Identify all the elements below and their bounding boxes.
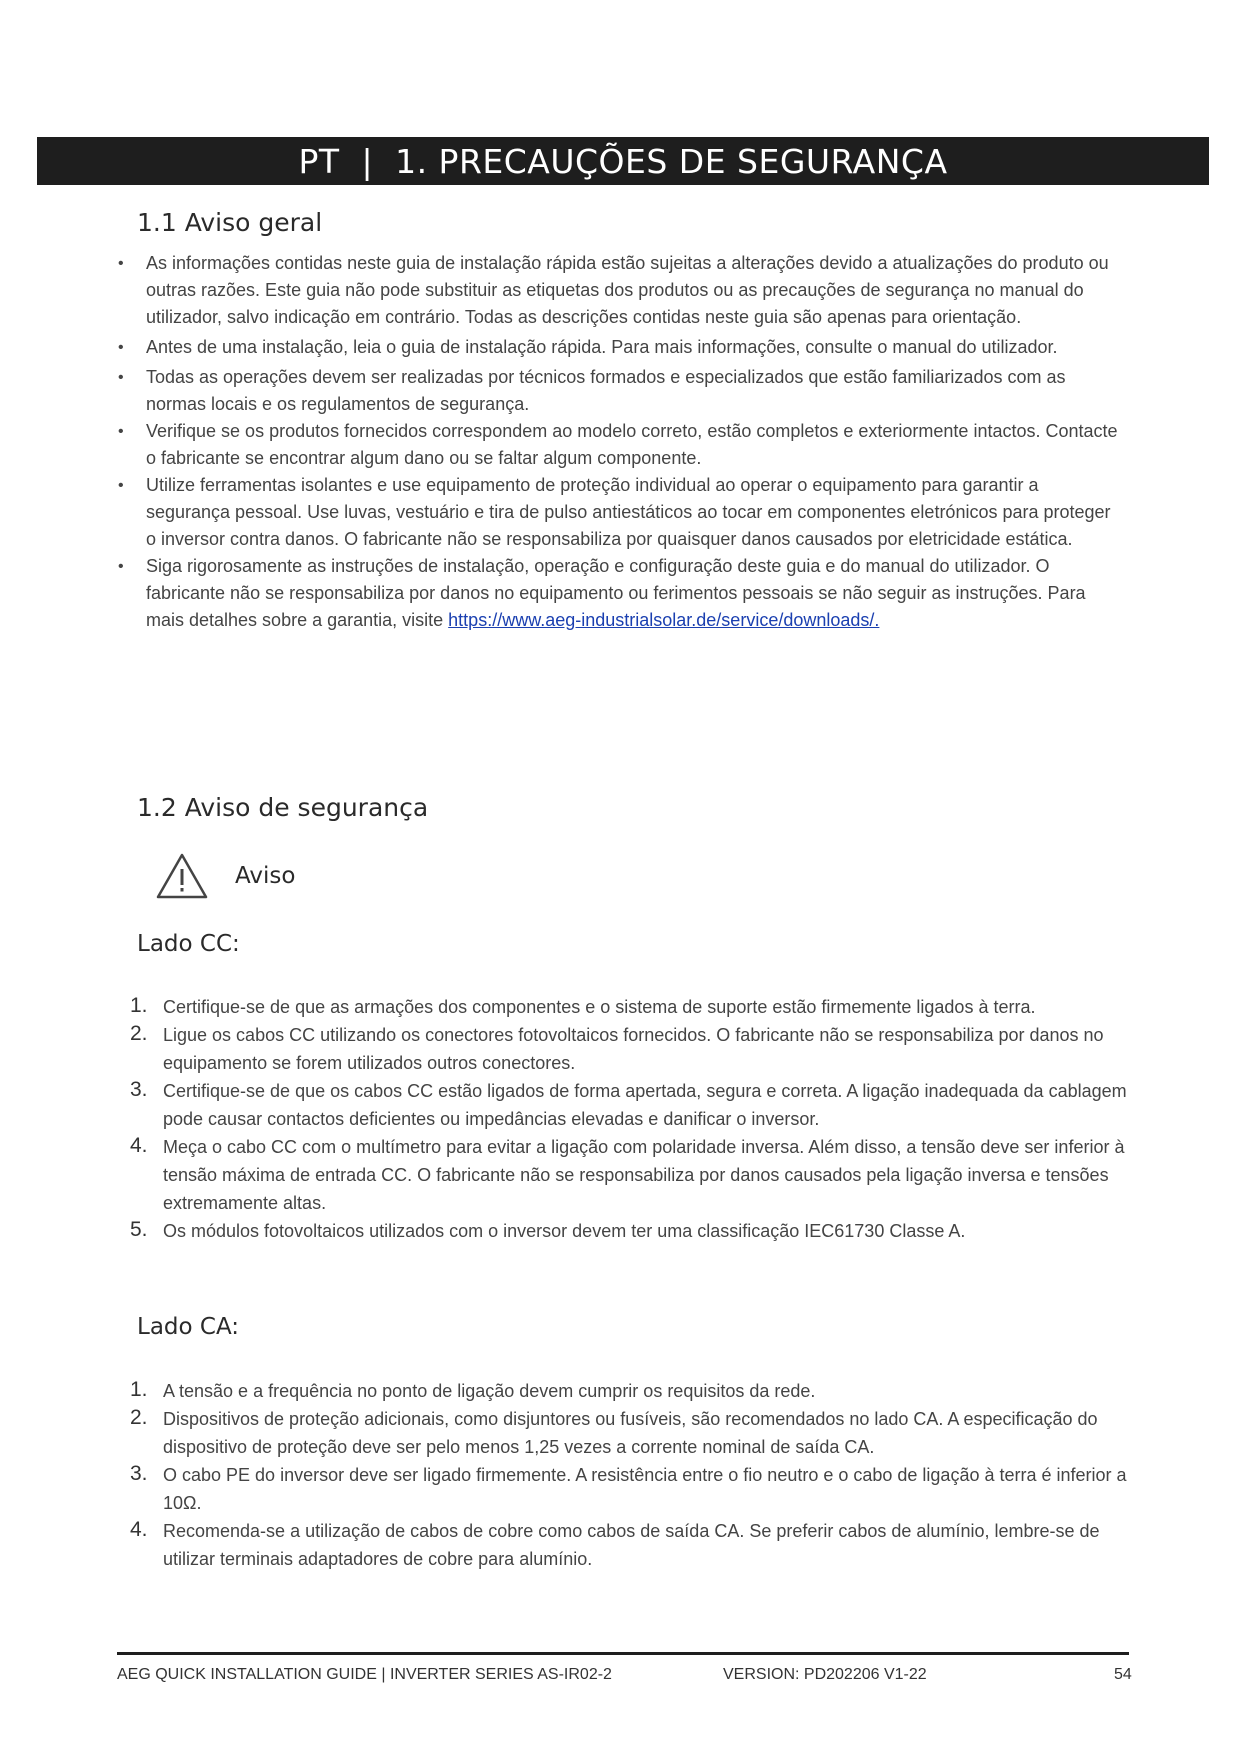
list-item: • Verifique se os produtos fornecidos correspondem ao modelo correto, estão completos e exteriormente intactos. Contacte o fabricante se encontrar algum dano ou se faltar algum componente. xyxy=(118,421,1118,468)
footer-divider xyxy=(117,1652,1129,1655)
list-item: 4. Meça o cabo CC com o multímetro para evitar a ligação com polaridade inversa. Além disso, a tensão deve ser inferior à tensão máxima de entrada CC. O fabricante não se responsabiliza por danos causados pela ligação inversa e tensões extremamente altas. xyxy=(130,1134,1125,1213)
list-item: 1. Certifique-se de que as armações dos componentes e o sistema de suporte estão firmemente ligados à terra. xyxy=(130,994,1036,1017)
list-item: 2. Ligue os cabos CC utilizando os conectores fotovoltaicos fornecidos. O fabricante não se responsabiliza por danos no equipamento se forem utilizados outros conectores. xyxy=(130,1022,1104,1073)
list-item: • Todas as operações devem ser realizadas por técnicos formados e especializados que estão familiarizados com as normas locais e os regulamentos de segurança. xyxy=(118,367,1066,414)
list-item: 3. Certifique-se de que os cabos CC estão ligados de forma apertada, segura e correta. A ligação inadequada da cablagem pode causar contactos deficientes ou impedâncias elevadas e danificar o inversor. xyxy=(130,1078,1127,1129)
list-item: 4. Recomenda-se a utilização de cabos de cobre como cabos de saída CA. Se preferir cabos de alumínio, lembre-se de utilizar terminais adaptadores de cobre para alumínio. xyxy=(130,1518,1100,1569)
ac-side-heading: Lado CA: xyxy=(137,1314,240,1340)
list-item: • Antes de uma instalação, leia o guia de instalação rápida. Para mais informações, consulte o manual do utilizador. xyxy=(118,337,1058,357)
section-heading-general-warning: 1.1 Aviso geral xyxy=(137,208,323,237)
list-item: 5. Os módulos fotovoltaicos utilizados com o inversor devem ter uma classificação IEC61730 Classe A. xyxy=(130,1218,966,1241)
warning-label: Aviso xyxy=(235,863,296,889)
warning-triangle-icon xyxy=(155,852,209,900)
list-item: 3. O cabo PE do inversor deve ser ligado firmemente. A resistência entre o fio neutro e o cabo de ligação à terra é inferior a 10Ω. xyxy=(130,1462,1127,1513)
list-item: 2. Dispositivos de proteção adicionais, como disjuntores ou fusíveis, são recomendados no lado CA. A especificação do dispositivo de proteção deve ser pelo menos 1,25 vezes a corrente nominal de saída CA. xyxy=(130,1406,1098,1457)
page-header-bar xyxy=(37,137,1209,185)
page-number: 54 xyxy=(1114,1666,1132,1683)
warning-notice xyxy=(155,852,295,900)
warranty-link[interactable]: https://www.aeg-industrialsolar.de/service/downloads/. xyxy=(448,610,880,630)
footer-version: VERSION: PD202206 V1-22 xyxy=(723,1666,927,1683)
dc-side-heading: Lado CC: xyxy=(137,931,240,957)
ac-side-list xyxy=(130,1377,1130,1573)
page-title: PT | 1. PRECAUÇÕES DE SEGURANÇA xyxy=(298,141,948,181)
general-warning-list xyxy=(118,250,1118,634)
list-item: • Utilize ferramentas isolantes e use equipamento de proteção individual ao operar o equipamento para garantir a segurança pessoal. Use luvas, vestuário e tira de pulso antiestáticos ao tocar em componentes eletrónicos para proteger o inversor contra danos. O fabricante não se responsabiliza por quaisquer danos causados por eletricidade estática. xyxy=(118,475,1111,549)
section-heading-safety-warning: 1.2 Aviso de segurança xyxy=(137,793,429,822)
list-item: • As informações contidas neste guia de instalação rápida estão sujeitas a alterações devido a atualizações do produto ou outras razões. Este guia não pode substituir as etiquetas dos produtos ou as precauções de segurança no manual do utilizador, salvo indicação em contrário. Todas as descrições contidas neste guia são apenas para orientação. xyxy=(118,253,1109,327)
list-item: 1. A tensão e a frequência no ponto de ligação devem cumprir os requisitos da rede. xyxy=(130,1378,816,1401)
dc-side-list xyxy=(130,993,1130,1245)
footer-guide-title: AEG QUICK INSTALLATION GUIDE | INVERTER SERIES AS-IR02-2 xyxy=(117,1666,612,1683)
list-item: • Siga rigorosamente as instruções de instalação, operação e configuração deste guia e do manual do utilizador. O fabricante não se responsabiliza por danos no equipamento ou ferimentos pessoais se não seguir as instruções. Para mais detalhes sobre a garantia, visite https://www.aeg-industrialsolar.de/service/downloads/. xyxy=(118,556,1086,630)
